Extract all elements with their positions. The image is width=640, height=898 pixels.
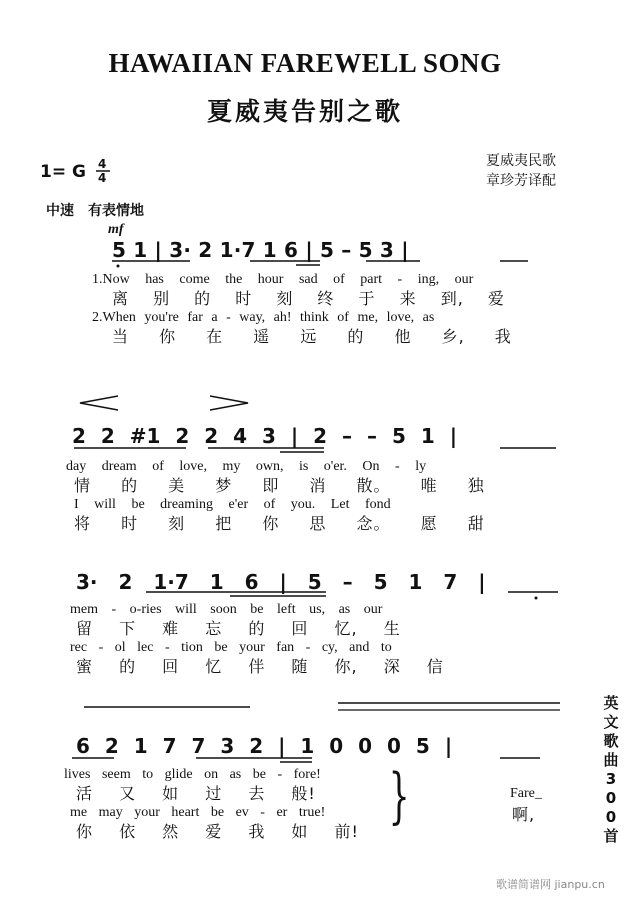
ending-chinese: 啊, [512,805,536,824]
ending-english: Fare_ [510,786,542,801]
lyrics-en-verse2-system-1: 2.When you're far a - way, ah! think of me, love, as [92,310,435,325]
lyrics-cn-verse1-system-2: 情 的 美 梦 即 消 散。 唯 独 [74,476,485,495]
book-side-label: 英文歌曲300首 [603,694,619,845]
credit-translator: 章珍芳译配 [486,173,556,189]
lyrics-cn-verse2-system-3: 蜜 的 回 忆 伴 随 你, 深 信 [76,657,444,676]
lyrics-cn-verse2-system-1: 当 你 在 遥 远 的 他 乡, 我 [112,327,512,346]
lyrics-en-verse2-system-3: rec - ol lec - tion be your fan - cy, and to [70,640,392,655]
lyrics-en-verse1-system-4: lives seem to glide on as be - fore! [64,767,321,782]
time-signature-bottom: 4 [98,171,107,185]
credit-origin: 夏威夷民歌 [486,153,556,169]
dynamic-marking: mf [108,222,124,237]
crescendo-mark [80,396,118,410]
notes-system-3: 3· 2 1·7 1 6 | 5 – 5 1 7 | [76,570,486,594]
lyrics-cn-verse2-system-4: 你 依 然 爱 我 如 前! [76,822,359,841]
title-english: HAWAIIAN FAREWELL SONG [108,48,502,78]
lyrics-en-verse2-system-2: I will be dreaming e'er of you. Let fond [74,497,391,512]
watermark: 歌谱简谱网 jianpu.cn [496,878,605,891]
decrescendo-mark [210,396,248,410]
lyrics-en-verse1-system-2: day dream of love, my own, is o'er. On - ly [66,459,427,474]
lyrics-en-verse1-system-1: 1.Now has come the hour sad of part - ing, our [92,272,474,287]
lyrics-cn-verse1-system-4: 活 又 如 过 去 般! [76,784,316,803]
notes-system-1: 5 1 | 3· 2 1·7 1 6 | 5 – 5 3 | [112,238,409,262]
repeat-brace: } [388,761,410,831]
key-signature: 1= G [40,162,86,182]
lyrics-en-verse2-system-4: me may your heart be ev - er true! [70,805,326,820]
lyrics-cn-verse1-system-3: 留 下 难 忘 的 回 忆, 生 [76,619,401,638]
lyrics-en-verse1-system-3: mem - o-ries will soon be left us, as our [70,602,383,617]
title-chinese: 夏威夷告别之歌 [206,97,403,126]
notes-system-4: 6 2 1 7 7 3 2 | 1 0 0 0 5 | [76,734,453,758]
time-signature-top: 4 [98,157,107,171]
notes-system-2: 2 2 #1 2 2 4 3 | 2 – – 5 1 | [72,424,458,448]
tempo-marking: 中速 有表情地 [46,203,144,219]
lyrics-cn-verse2-system-2: 将 时 刻 把 你 思 念。 愿 甜 [74,514,485,533]
lyrics-cn-verse1-system-1: 离 别 的 时 刻 终 于 来 到, 爱 [112,289,505,308]
